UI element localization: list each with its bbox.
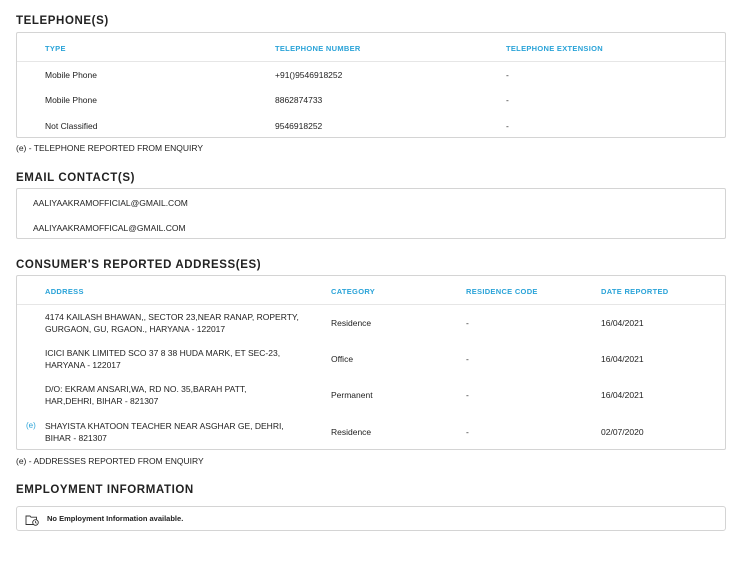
address-text: D/O: EKRAM ANSARI,WA, RD NO. 35,BARAH PATT, HAR,DEHRI, BIHAR - 821307 <box>45 384 247 406</box>
address-text: ICICI BANK LIMITED SCO 37 8 38 HUDA MARK, ET SEC-23, HARYANA - 122017 <box>45 348 281 370</box>
phone-extension: - <box>506 95 509 105</box>
address-category: Office <box>331 354 354 364</box>
phone-type: Not Classified <box>45 121 98 131</box>
phone-type: Mobile Phone <box>45 95 97 105</box>
address-residence-code: - <box>466 427 469 437</box>
col-header-category: CATEGORY <box>331 287 376 296</box>
email-item: AALIYAAKRAMOFFICIAL@GMAIL.COM <box>33 198 188 208</box>
addresses-table <box>16 275 726 450</box>
address-date: 16/04/2021 <box>601 390 644 400</box>
address-category: Residence <box>331 318 372 328</box>
address-category: Residence <box>331 427 372 437</box>
telephones-title: TELEPHONE(S) <box>16 15 109 27</box>
address-residence-code: - <box>466 354 469 364</box>
address-residence-code: - <box>466 390 469 400</box>
col-header-telephone-number: TELEPHONE NUMBER <box>275 44 361 53</box>
address-text: SHAYISTA KHATOON TEACHER NEAR ASGHAR GE, DEHRI, BIHAR - 821307 <box>45 421 284 443</box>
address-date: 02/07/2020 <box>601 427 644 437</box>
address-date: 16/04/2021 <box>601 318 644 328</box>
address-date: 16/04/2021 <box>601 354 644 364</box>
enquiry-flag: (e) <box>26 421 36 430</box>
col-header-address: ADDRESS <box>45 287 84 296</box>
employment-empty-message: No Employment Information available. <box>47 514 184 523</box>
folder-clock-icon <box>25 513 39 525</box>
email-item: AALIYAAKRAMOFFICAL@GMAIL.COM <box>33 223 186 233</box>
employment-info <box>16 506 726 531</box>
phone-number: 8862874733 <box>275 95 323 105</box>
phone-number: 9546918252 <box>275 121 323 131</box>
header-divider <box>17 61 725 62</box>
col-header-telephone-extension: TELEPHONE EXTENSION <box>506 44 603 53</box>
addresses-title: CONSUMER'S REPORTED ADDRESS(ES) <box>16 259 262 271</box>
address-category: Permanent <box>331 390 373 400</box>
phone-number: +91()9546918252 <box>275 70 343 80</box>
phone-extension: - <box>506 70 509 80</box>
telephones-note: (e) - TELEPHONE REPORTED FROM ENQUIRY <box>16 143 204 153</box>
address-text: 4174 KAILASH BHAWAN,, SECTOR 23,NEAR RANAP, ROPERTY, GURGAON, GU, RGAON., HARYANA - 122017 <box>45 312 299 334</box>
addresses-note: (e) - ADDRESSES REPORTED FROM ENQUIRY <box>16 456 204 466</box>
emails-list <box>16 188 726 239</box>
col-header-date-reported: DATE REPORTED <box>601 287 669 296</box>
header-divider <box>17 304 725 305</box>
emails-title: EMAIL CONTACT(S) <box>16 172 136 184</box>
phone-type: Mobile Phone <box>45 70 97 80</box>
employment-title: EMPLOYMENT INFORMATION <box>16 484 194 496</box>
col-header-residence-code: RESIDENCE CODE <box>466 287 538 296</box>
telephones-table <box>16 32 726 138</box>
address-residence-code: - <box>466 318 469 328</box>
phone-extension: - <box>506 121 509 131</box>
col-header-type: TYPE <box>45 44 66 53</box>
